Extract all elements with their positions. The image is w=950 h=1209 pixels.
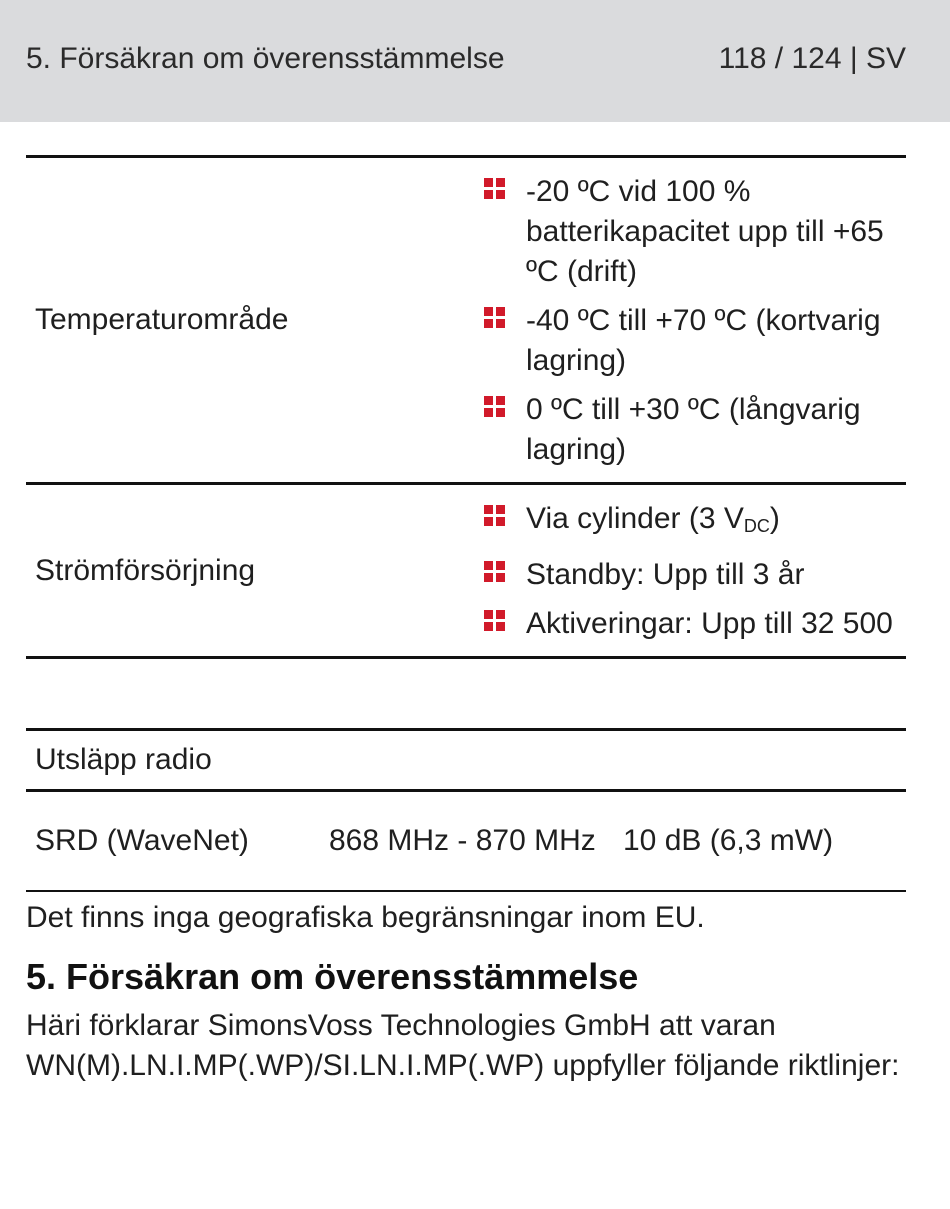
radio-power-cell: 10 dB (6,3 mW) [614, 791, 906, 892]
bullet-item [474, 555, 906, 595]
declaration-paragraph: Häri förklarar SimonsVoss Technologies GmbH att varan WN(M).LN.I.MP(.WP)/SI.LN.I.MP(.WP) uppfyller följande riktlinjer: [26, 1009, 900, 1082]
radio-frequency-cell: 868 MHz - 870 MHz [320, 791, 614, 892]
spec-label-power: Strömförsörjning [26, 484, 466, 658]
page-header [0, 0, 950, 122]
bullet-item [474, 390, 906, 470]
bullet-item [474, 604, 906, 644]
subscript-dc: DC [743, 516, 770, 536]
spec-value-power [466, 484, 906, 658]
red-square-bullet-icon [484, 505, 506, 527]
header-section-title: 5. Försäkran om överensstämmelse [26, 42, 505, 75]
spec-table [26, 155, 906, 659]
spec-row-power [26, 484, 906, 658]
bullet-text: 0 ºC till +30 ºC (långvarig lagring) [526, 393, 861, 466]
red-square-bullet-icon [484, 610, 506, 632]
bullet-item [474, 172, 906, 292]
bullet-text: -40 ºC till +70 ºC (kortvarig lagring) [526, 304, 881, 377]
eu-note: Det finns inga geografiska begränsningar inom EU. [26, 901, 705, 934]
bullet-text-suffix: ) [769, 502, 780, 535]
spec-value-temperature [466, 157, 906, 484]
red-square-bullet-icon [484, 178, 506, 200]
spec-row-temperature [26, 157, 906, 484]
radio-name-cell: SRD (WaveNet) [26, 791, 320, 892]
bullet-item [474, 499, 906, 546]
section-heading: 5. Försäkran om överensstämmelse [26, 956, 639, 997]
radio-table-row [26, 791, 906, 892]
spec-label-temperature: Temperaturområde [26, 157, 466, 484]
bullet-item [474, 301, 906, 381]
red-square-bullet-icon [484, 396, 506, 418]
radio-table [26, 728, 906, 892]
radio-table-title: Utsläpp radio [26, 730, 906, 791]
bullet-text-prefix: Via cylinder (3 V [526, 502, 744, 535]
bullet-text: -20 ºC vid 100 % batterikapacitet upp till +65 ºC (drift) [526, 175, 884, 288]
page-content [0, 155, 950, 1086]
red-square-bullet-icon [484, 561, 506, 583]
red-square-bullet-icon [484, 307, 506, 329]
radio-table-header-row [26, 730, 906, 791]
bullet-text: Standby: Upp till 3 år [526, 558, 805, 591]
bullet-text: Aktiveringar: Upp till 32 500 [526, 607, 893, 640]
header-page-number: 118 / 124 | SV [718, 42, 906, 75]
